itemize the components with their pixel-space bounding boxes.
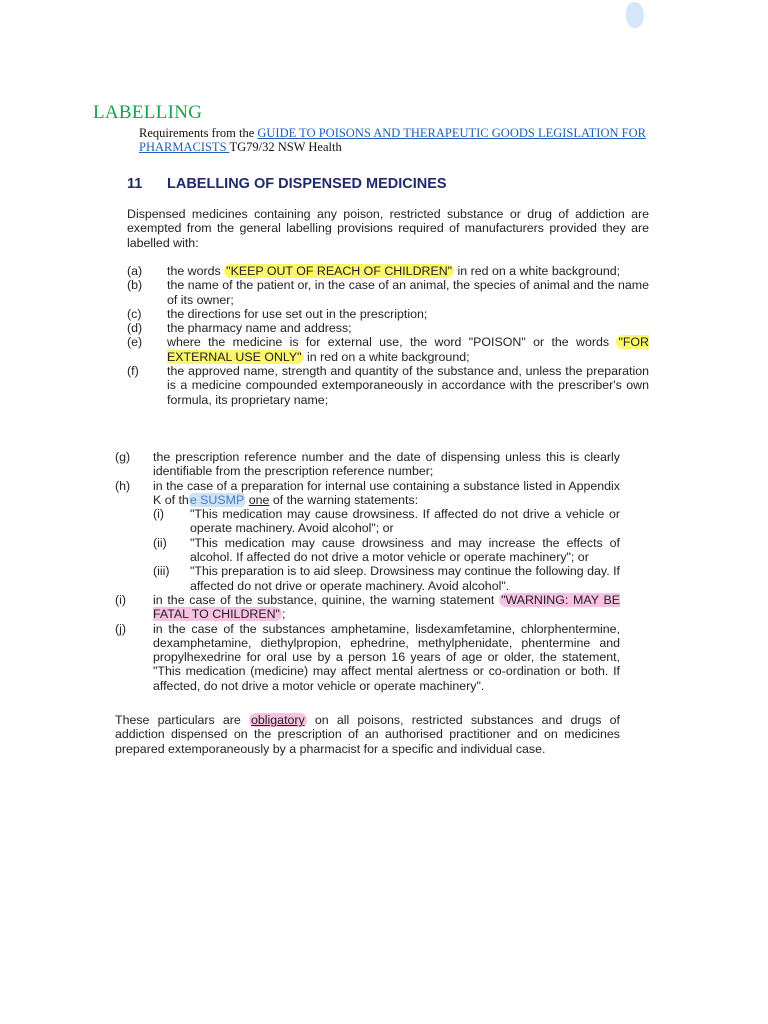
warning-statement-i — [153, 507, 620, 536]
item-text: the name of the patient or, in the case of an animal, the species of animal and the name of its owner; — [167, 278, 649, 307]
item-h-post: of the warning statements: — [269, 492, 419, 507]
item-letter: (e) — [127, 335, 143, 350]
label-requirements-list-a-f — [127, 264, 649, 407]
item-a-pre: the words — [167, 264, 225, 278]
sub-text: "This medication may cause drowsiness and may increase the effects of alcohol. If affected do not drive a motor vehicle or operate machinery"; or — [190, 535, 620, 565]
requirements-prefix: Requirements from the — [139, 126, 258, 140]
closing-paragraph — [115, 713, 620, 756]
item-text — [167, 264, 649, 278]
item-text: in the case of the substances amphetamine, lisdexamfetamine, chlorphentermine, dexamphetamine, diethylpropion, ephedrine, methylphenidate, phentermine and propylhexedrine for oral use by a person 16 years of age or older, the statement, "This medication (medicine) may affect mental alertness or co-ordination or both. If affected, do not drive a motor vehicle or operate machinery". — [153, 621, 620, 693]
item-text: the prescription reference number and the date of dispensing unless this is clearly identifiable from the prescription reference number; — [153, 450, 620, 479]
item-letter: (g) — [115, 450, 131, 464]
item-letter: (b) — [127, 278, 143, 293]
list-item-j — [115, 622, 620, 693]
sub-numeral: (ii) — [153, 535, 167, 550]
item-h-pre: in the case of a preparation for internal use containing a substance listed in Appendix K of th — [153, 478, 620, 507]
list-item-g — [115, 450, 620, 479]
item-letter: (a) — [127, 264, 143, 278]
warning-statement-ii — [153, 536, 620, 565]
sub-numeral: (i) — [153, 507, 165, 522]
sub-numeral: (iii) — [153, 564, 170, 579]
requirements-suffix: TG79/32 NSW Health — [229, 140, 342, 154]
item-letter: (i) — [115, 592, 127, 607]
item-e-pre: where the medicine is for external use, the word "POISON" or the words — [167, 335, 617, 350]
closing-pre: These particulars are — [115, 713, 249, 727]
item-text: the pharmacy name and address; — [167, 321, 352, 336]
warning-statements-list — [153, 507, 620, 593]
guide-link[interactable]: GUIDE TO POISONS AND THERAPEUTIC GOODS LEGISLATION FOR PHARMACISTS — [139, 126, 646, 154]
item-text: the approved name, strength and quantity of the substance and, unless the preparation is a medicine compounded extemporaneously in accordance with the prescriber's own formula, its proprietary name; — [167, 364, 649, 407]
list-item-d — [127, 321, 649, 335]
closing-post: on all poisons, restricted substances and drugs of addiction dispensed on the prescription of an authorised practitioner and on medicines prepared extemporaneously by a pharmacist for a specific and individual case. — [115, 713, 620, 756]
item-text — [153, 479, 620, 593]
highlight-fatal-to-children: "WARNING: MAY BE FATAL TO CHILDREN" — [153, 592, 620, 622]
page-title: LABELLING — [93, 102, 203, 123]
list-item-c — [127, 307, 649, 321]
section-number: 11 — [127, 176, 143, 192]
item-i-post: ; — [281, 607, 286, 622]
list-item-a — [127, 264, 649, 278]
list-item-h — [115, 479, 620, 593]
label-requirements-list-g-j — [115, 450, 620, 693]
sub-text: "This preparation is to aid sleep. Drowsiness may continue the following day. If affected do not drive or operate machinery. Avoid alcohol". — [190, 564, 620, 593]
item-letter: (h) — [115, 478, 131, 493]
highlight-susmp: e SUSMP — [189, 492, 245, 507]
item-letter: (c) — [127, 306, 142, 321]
item-letter: (d) — [127, 321, 143, 336]
item-text — [167, 335, 649, 364]
section-heading — [127, 176, 447, 192]
item-e-post: in red on a white background; — [303, 349, 470, 364]
item-letter: (f) — [127, 364, 139, 379]
requirements-line — [139, 126, 684, 154]
underline-one: one — [248, 492, 270, 507]
item-a-post: in red on a white background; — [454, 264, 621, 278]
highlight-obligatory: obligatory — [251, 713, 305, 727]
item-i-pre: in the case of the substance, quinine, the warning statement — [153, 592, 500, 607]
section-title: LABELLING OF DISPENSED MEDICINES — [167, 176, 447, 192]
item-text — [153, 593, 620, 622]
item-letter: (j) — [115, 621, 127, 636]
sub-text: "This medication may cause drowsiness. If affected do not drive a vehicle or operate machinery. Avoid alcohol"; or — [190, 507, 620, 536]
highlight-keep-out-of-reach: "KEEP OUT OF REACH OF CHILDREN" — [226, 264, 453, 278]
list-item-i — [115, 593, 620, 622]
list-item-f — [127, 364, 649, 407]
section-intro: Dispensed medicines containing any poison, restricted substance or drug of addiction are exempted from the general labelling provisions required of manufacturers provided they are labelled with: — [127, 207, 649, 250]
highlight-external-use-only: "FOR EXTERNAL USE ONLY" — [167, 335, 649, 364]
warning-statement-iii — [153, 564, 620, 593]
list-item-b — [127, 278, 649, 307]
list-item-e — [127, 335, 649, 364]
corner-ink-mark — [626, 2, 644, 28]
item-text: the directions for use set out in the prescription; — [167, 306, 428, 321]
